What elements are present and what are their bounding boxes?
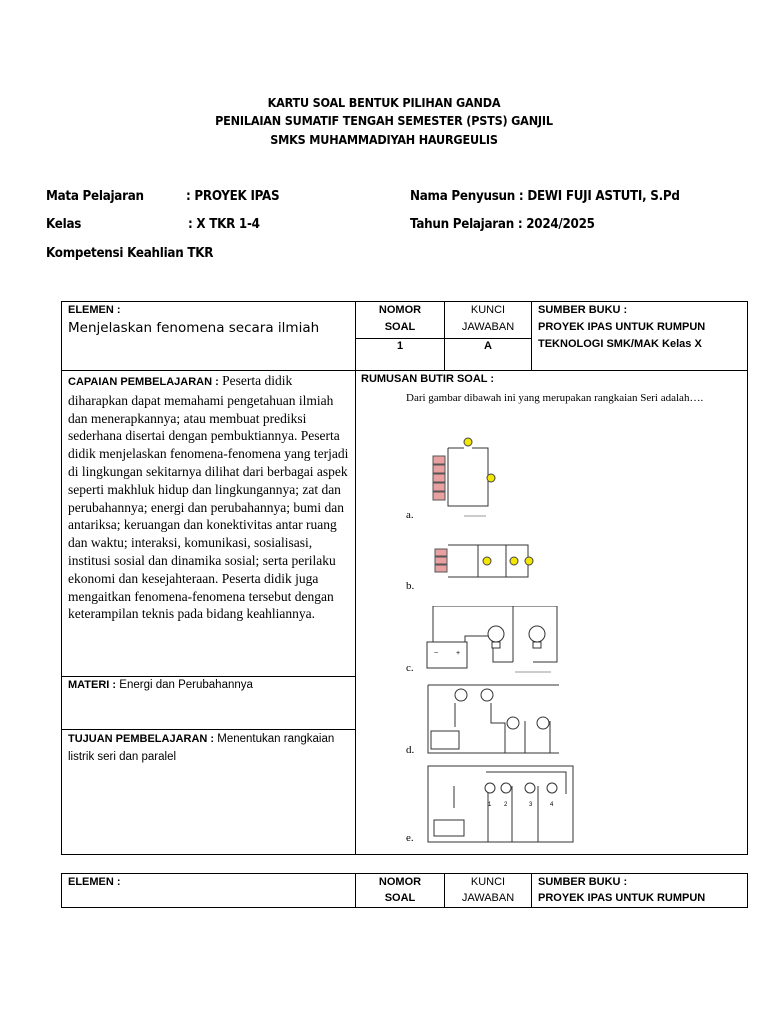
kompetensi-value: : TKR — [179, 246, 214, 261]
tp-value: Menentukan rangkaian listrik seri dan paralel — [68, 733, 335, 763]
nomor-soal-label-2: SOAL — [384, 321, 416, 333]
doc-title-1: KARTU SOAL BENTUK PILIHAN GANDA — [267, 95, 501, 110]
capaian-pembelajaran — [68, 372, 350, 623]
materi — [68, 679, 350, 691]
elemen-value: Menjelaskan fenomena secara ilmiah — [68, 320, 320, 336]
option-d-label: d. — [406, 744, 415, 756]
circuit-c-diagram — [423, 606, 559, 678]
card2-kunci-label-2: JAWABAN — [461, 892, 515, 904]
rumusan-label: RUMUSAN BUTIR SOAL : — [361, 373, 495, 385]
tp-label: TUJUAN PEMBELAJARAN : — [68, 733, 215, 745]
circuit-a-diagram — [428, 434, 498, 522]
sumber-buku-label: SUMBER BUKU : — [538, 304, 628, 316]
cp-label: CAPAIAN PEMBELAJARAN : — [68, 376, 219, 388]
option-c-label: c. — [406, 662, 414, 674]
circuit-d-diagram — [425, 683, 561, 759]
circuit-b-diagram — [428, 539, 538, 587]
doc-title-3: SMKS MUHAMMADIYAH HAURGEULIS — [270, 132, 498, 147]
option-a-label: a. — [406, 509, 414, 521]
lamp-number: 2 — [504, 802, 508, 808]
bulb-icon — [464, 438, 472, 446]
tahun-pelajaran: Tahun Pelajaran : 2024/2025 — [410, 217, 595, 232]
card2-sumber-label: SUMBER BUKU : — [538, 876, 628, 888]
materi-label: MATERI : — [68, 679, 117, 691]
option-e-label: e. — [406, 832, 414, 844]
lamp-number: 1 — [488, 802, 492, 808]
sumber-buku-line-1: PROYEK IPAS UNTUK RUMPUN — [538, 321, 706, 333]
lamp-number: 4 — [550, 802, 554, 808]
doc-title-2: PENILAIAN SUMATIF TENGAH SEMESTER (PSTS) GANJIL — [215, 113, 553, 128]
penyusun: Nama Penyusun : DEWI FUJI ASTUTI, S.Pd — [410, 189, 680, 204]
card2-nomor-label-2: SOAL — [384, 892, 416, 904]
mapel-value: : PROYEK IPAS — [186, 189, 280, 204]
option-b-label: b. — [406, 580, 415, 592]
card2-elemen-label: ELEMEN : — [68, 876, 121, 888]
battery-pack-icon — [433, 456, 445, 500]
svg-text:+: + — [456, 650, 461, 657]
question-text: Dari gambar dibawah ini yang merupakan rangkaian Seri adalah…. — [406, 392, 704, 404]
card2-sumber-line-1: PROYEK IPAS UNTUK RUMPUN — [538, 892, 706, 904]
sumber-buku-line-2: TEKNOLOGI SMK/MAK Kelas X — [538, 338, 702, 350]
card2-nomor-label-1: NOMOR — [378, 876, 422, 888]
materi-value: Energi dan Perubahannya — [119, 679, 253, 691]
kelas-label: Kelas — [46, 217, 82, 232]
kompetensi-label: Kompetensi Keahlian — [46, 246, 184, 261]
svg-text:−: − — [434, 650, 439, 657]
kunci-label-2: JAWABAN — [461, 321, 515, 333]
kunci-label-1: KUNCI — [470, 304, 506, 316]
bulb-icon — [487, 474, 495, 482]
cp-text: Peserta didik diharapkan dapat memahami pengetahuan ilmiah dan menerapkannya; atau membuat prediksi sederhana disertai dengan pembuktiannya. Peserta didik menjelaskan fenomena-fenomena yang terjadi di lingkungan sekitarnya dilihat dari berbagai aspek seperti makhluk hidup dan lingkungannya; zat dan perubahannya; energi dan perubahannya; bumi dan antariksa; keruangan dan konektivitas antar ruang dan waktu; interaksi, komunikasi, sosialisasi, institusi sosial dan dinamika sosial; serta perilaku ekonomi dan kesejahteraan. Peserta didik juga mengaitkan fenomena-fenomena tersebut dengan keterampilan teknis pada bidang keahliannya. — [68, 373, 349, 622]
card2-kunci-label-1: KUNCI — [470, 876, 506, 888]
tujuan-pembelajaran — [68, 731, 350, 766]
lamp-number: 3 — [529, 802, 533, 808]
elemen-label: ELEMEN : — [68, 304, 121, 316]
kelas-value: : X TKR 1-4 — [188, 217, 260, 232]
kunci-jawaban-value: A — [484, 340, 492, 352]
mapel-label: Mata Pelajaran — [46, 189, 144, 204]
nomor-soal-value: 1 — [396, 340, 404, 352]
nomor-soal-label-1: NOMOR — [378, 304, 422, 316]
circuit-e-diagram — [426, 764, 574, 844]
